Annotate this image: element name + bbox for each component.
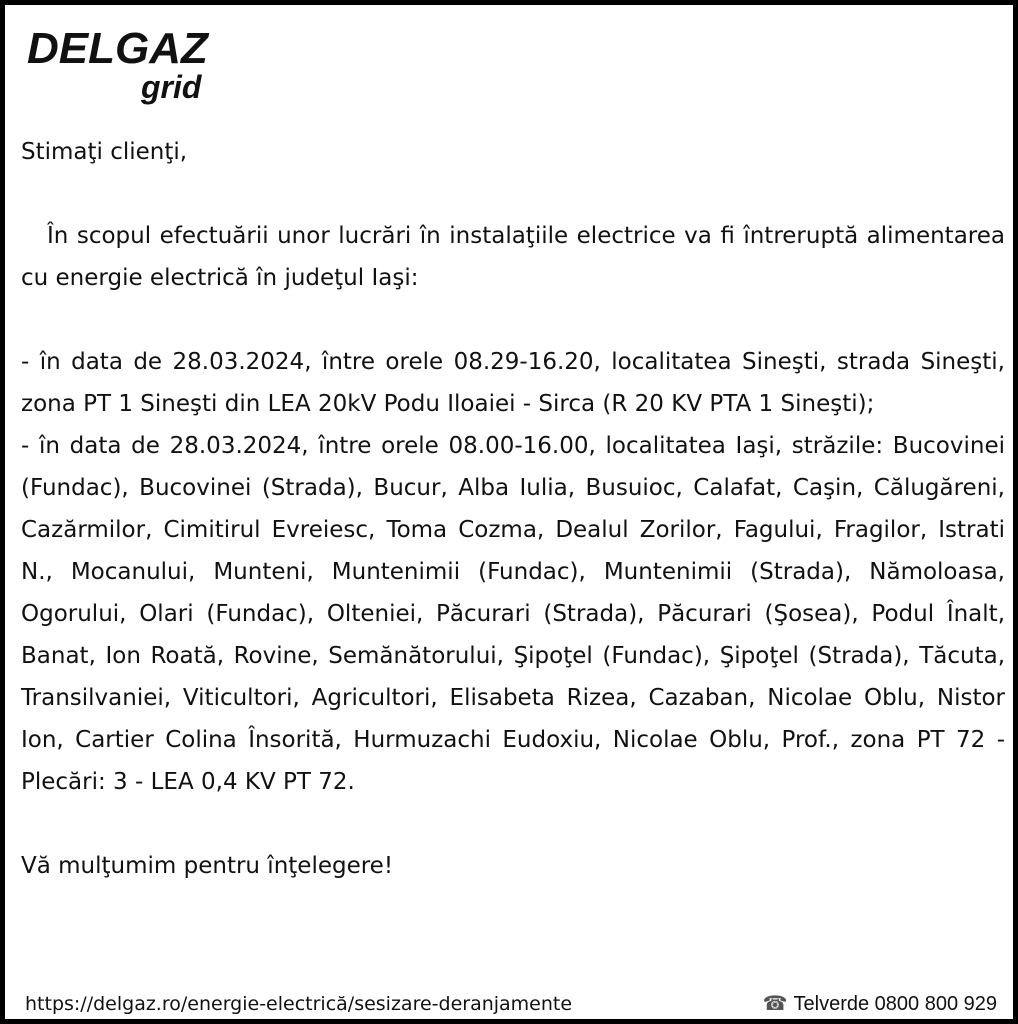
- notice-body: [21, 131, 1005, 887]
- logo-brand: DELGAZ: [27, 24, 208, 73]
- phone-number: Telverde 0800 800 929: [793, 993, 997, 1015]
- footer: [25, 989, 997, 1019]
- phone-contact: [763, 989, 997, 1019]
- phone-icon: ☎: [762, 993, 788, 1015]
- logo-sub: grid: [141, 69, 202, 105]
- outage-item-2: - în data de 28.03.2024, între orele 08.00-16.00, localitatea Iaşi, străzile: Bucovinei (Fundac), Bucovinei (Strada), Bucur, Alba Iulia, Busuioc, Calafat, Caşin, Călugăreni, Cazărmilor, Cimitirul Evreiesc, Toma Cozma, Dealul Zorilor, Fagului, Fragilor, Istrati N., Mocanului, Munteni, Muntenimii (Fundac), Muntenimii (Strada), Nămoloasa, Ogorului, Olari (Fundac), Olteniei, Păcurari (Strada), Păcurari (Şosea), Podul Înalt, Banat, Ion Roată, Rovine, Semănătorului, Şipoţel (Fundac), Şipoţel (Strada), Tăcuta, Transilvaniei, Viticultori, Agricultori, Elisabeta Rizea, Cazaban, Nicolae Oblu, Nistor Ion, Cartier Colina Însorită, Hurmuzachi Eudoxiu, Nicolae Oblu, Prof., zona PT 72 - Plecări: 3 - LEA 0,4 KV PT 72.: [21, 433, 1005, 795]
- report-url-link[interactable]: https://delgaz.ro/energie-electrică/sesizare-deranjamente: [25, 993, 573, 1015]
- intro-paragraph: În scopul efectuării unor lucrări în instalaţiile electrice va fi întreruptă alimentarea cu energie electrică în judeţul Iaşi:: [21, 223, 1005, 291]
- greeting: Stimaţi clienţi,: [21, 139, 188, 165]
- delgaz-grid-logo: [27, 24, 227, 105]
- outage-item-1: - în data de 28.03.2024, între orele 08.29-16.20, localitatea Sineşti, strada Sineşti, zona PT 1 Sineşti din LEA 20kV Podu Iloaiei - Sirca (R 20 KV PTA 1 Sineşti);: [21, 349, 1005, 417]
- thanks-message: Vă mulţumim pentru înţelegere!: [21, 853, 394, 879]
